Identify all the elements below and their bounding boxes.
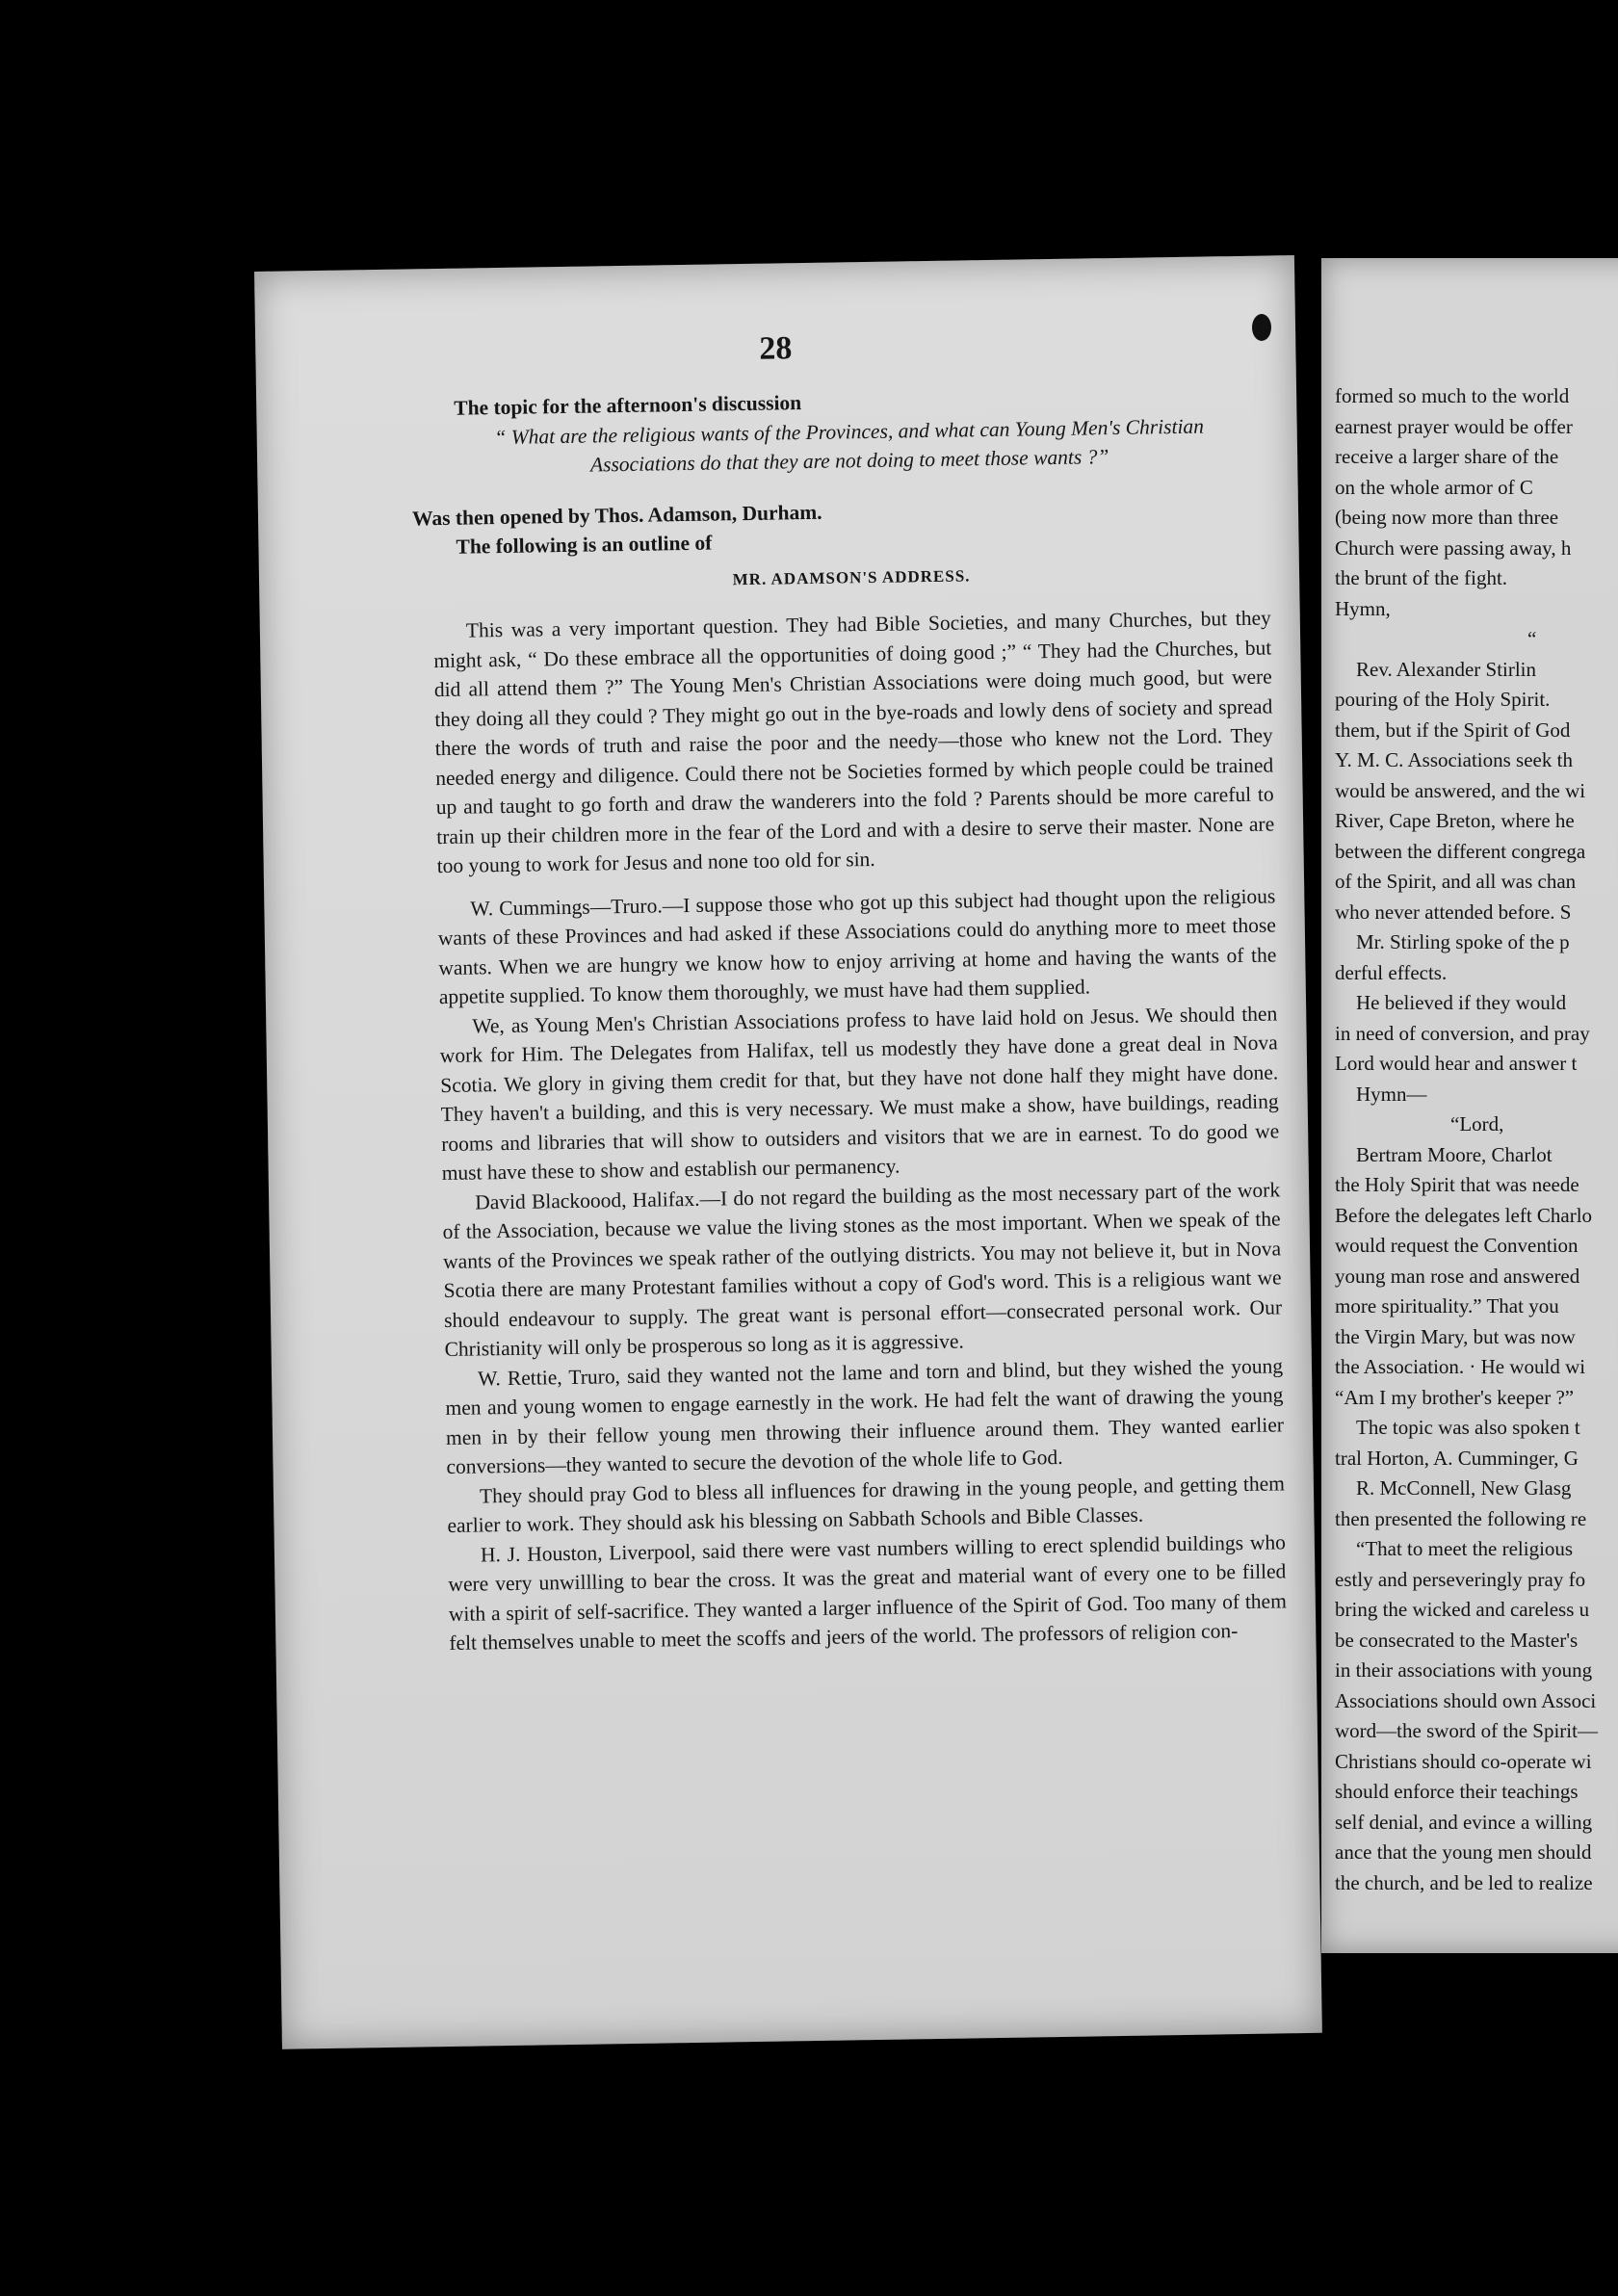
right-page-line: Y. M. C. Associations seek th [1335,748,1573,771]
outline-intro: The following is an outline of [456,531,713,559]
right-page-line: should enforce their teachings [1335,1780,1579,1803]
right-page-line: Lord would hear and answer t [1335,1052,1578,1075]
topic-question: “ What are the religious wants of the Provinces, and what can Young Men's Christian Associations do that they are not doing to meet those wants ?” [494,414,1205,477]
page-number: 28 [759,330,793,367]
right-page-line: bring the wicked and careless u [1335,1598,1590,1621]
paragraph-cummings-continued: We, as Young Men's Christian Associations profess to have laid hold on Jesus. We should then work for Him. The Delegates from Halifax, tell us modestly they have done a great deal in Nova Scotia. We glory in giving them credit for that, but they have not done half they might have done. They haven't a building, and this is very necessary. We must make a show, have buildings, reading rooms and libraries that will show to outsiders and visitors that we are in earnest. To do good we must have these to show and establish our permanency. [439,1001,1280,1186]
right-page-line: Before the delegates left Charlo [1335,1203,1593,1227]
paragraph-adamson-address: This was a very important question. They had Bible Societies, and many Churches, but they might ask, “ Do these embrace all the opportunities of doing good ;” “ They had the Churches, but did all attend them ?” The Young Men's Christian Associations were doing much good, but were they doing all they could ? They might go out in the bye-roads and lowly dens of society and spread there the words of truth and raise the poor and the needy—those who knew not the Lord. They needed energy and diligence. Could there not be Societies formed by which people could be trained up and taught to go forth and draw the wanderers into the fold ? Parents should be more careful to train up their children more in the fear of the Lord and with a desire to serve their master. None are too young to work for Jesus and none too old for sin. [433,606,1275,878]
right-page-line: of the Spirit, and all was chan [1335,870,1577,893]
right-page-line: Christians should co-operate wi [1335,1749,1592,1773]
right-page-line: the church, and be led to realize [1335,1870,1593,1894]
right-page-line: on the whole armor of C [1335,475,1533,499]
right-page-line: “ [1527,627,1537,650]
right-page [1321,258,1618,1953]
right-page-line: the Virgin Mary, but was now [1335,1324,1576,1348]
ink-blot [1252,314,1271,341]
address-heading: MR. ADAMSON'S ADDRESS. [732,565,971,588]
right-page-line: then presented the following re [1335,1506,1587,1530]
right-page-line: “Am I my brother's keeper ?” [1335,1385,1575,1409]
right-page-line: more spirituality.” That you [1335,1294,1559,1318]
right-page-line: be consecrated to the Master's [1335,1628,1579,1652]
right-page-line: Hymn, [1335,596,1391,620]
right-page-line: (being now more than three [1335,506,1559,529]
right-page-line: would request the Convention [1335,1234,1579,1257]
opened-by-line: Was then opened by Thos. Adamson, Durham. [411,500,822,530]
right-page-line: word—the sword of the Spirit— [1335,1719,1598,1742]
right-page-line: receive a larger share of the [1335,445,1559,468]
right-page-line: R. McConnell, New Glasg [1356,1476,1572,1500]
right-page-line: Associations should own Associ [1335,1688,1597,1712]
right-page-line: Mr. Stirling spoke of the p [1356,930,1570,953]
right-page-line: formed so much to the world [1335,384,1570,407]
right-page-line: derful effects. [1335,960,1448,984]
right-page-line: earnest prayer would be offer [1335,414,1573,438]
right-page-line: the brunt of the fight. [1335,566,1508,589]
right-page-line: Hymn— [1356,1082,1427,1106]
right-page-line: the Association. · He would wi [1335,1355,1586,1378]
right-page-line: self denial, and evince a willing [1335,1810,1593,1834]
paragraph-blackoood: David Blackoood, Halifax.—I do not regard the building as the most necessary part of the work of the Association, because we value the living stones as the most important. When we speak of the wants of the Provinces we speak rather of the outlying districts. You may not believe it, but in Nova Scotia there are many Protestant families without a copy of God's word. This is a religious want we should endeavour to supply. The great want is personal effort—consecrated personal work. Our Christianity will only be prosperous so long as it is aggressive. [442,1177,1283,1362]
right-page-line: tral Horton, A. Cumminger, G [1335,1446,1579,1470]
right-page-line: between the different congrega [1335,839,1586,863]
paragraph-cummings: W. Cummings—Truro.—I suppose those who got up this subject had thought upon the religious wants of these Provinces and had asked if these Associations could do anything more to meet those wants. When we are hungry we know how to enjoy arriving at home and having the wants of the appetite supplied. To know them thoroughly, we must have had them supplied. [437,883,1277,1009]
right-page-line: “That to meet the religious [1356,1537,1574,1560]
right-page-line: He believed if they would [1356,991,1567,1014]
right-page-line: young man rose and answered [1335,1264,1580,1288]
right-page-line: estly and perseveringly pray fo [1335,1567,1586,1591]
right-page-line: would be answered, and the wi [1335,778,1586,802]
paragraph-pray: They should pray God to bless all influences for drawing in the young people, and getting them earlier to work. They should ask his blessing on Sabbath Schools and Bible Classes. [447,1471,1286,1538]
right-page-line: pouring of the Holy Spirit. [1335,688,1551,711]
right-page-line: who never attended before. S [1335,900,1572,924]
right-page-body [1335,381,1618,1898]
left-page-body [411,380,1288,1657]
right-page-line: the Holy Spirit that was neede [1335,1173,1579,1196]
right-page-line: Church were passing away, h [1335,535,1572,560]
paragraph-rettie: W. Rettie, Truro, said they wanted not the lame and torn and blind, but they wished the young men and young women to engage earnestly in the work. He had felt the want of drawing the young men in by their fellow young men throwing their influence around them. They wanted earlier conversions—they wanted to secure the devotion of the whole life to God. [445,1353,1285,1479]
right-page-line: “Lord, [1450,1112,1504,1135]
right-page-line: ance that the young men should [1335,1840,1592,1864]
left-page [254,255,1322,2049]
right-page-line: in need of conversion, and pray [1335,1021,1590,1045]
right-page-line: Bertram Moore, Charlot [1356,1142,1553,1166]
right-page-line: River, Cape Breton, where he [1335,809,1575,832]
right-page-line: Rev. Alexander Stirlin [1356,657,1537,681]
paragraph-houston: H. J. Houston, Liverpool, said there were vast numbers willing to erect splendid buildings who were very unwillling to bear the cross. It was the great and material want of every one to be filled with a spirit of self-sacrifice. They wanted a larger influence of the Spirit of God. Too many of them felt themselves unable to meet the scoffs and jeers of the world. The professors of religion con- [448,1529,1287,1655]
right-page-line: The topic was also spoken t [1356,1416,1580,1439]
right-page-line: in their associations with young [1335,1658,1593,1682]
right-page-line: them, but if the Spirit of God [1335,718,1571,742]
topic-heading: The topic for the afternoon's discussion [454,391,802,420]
